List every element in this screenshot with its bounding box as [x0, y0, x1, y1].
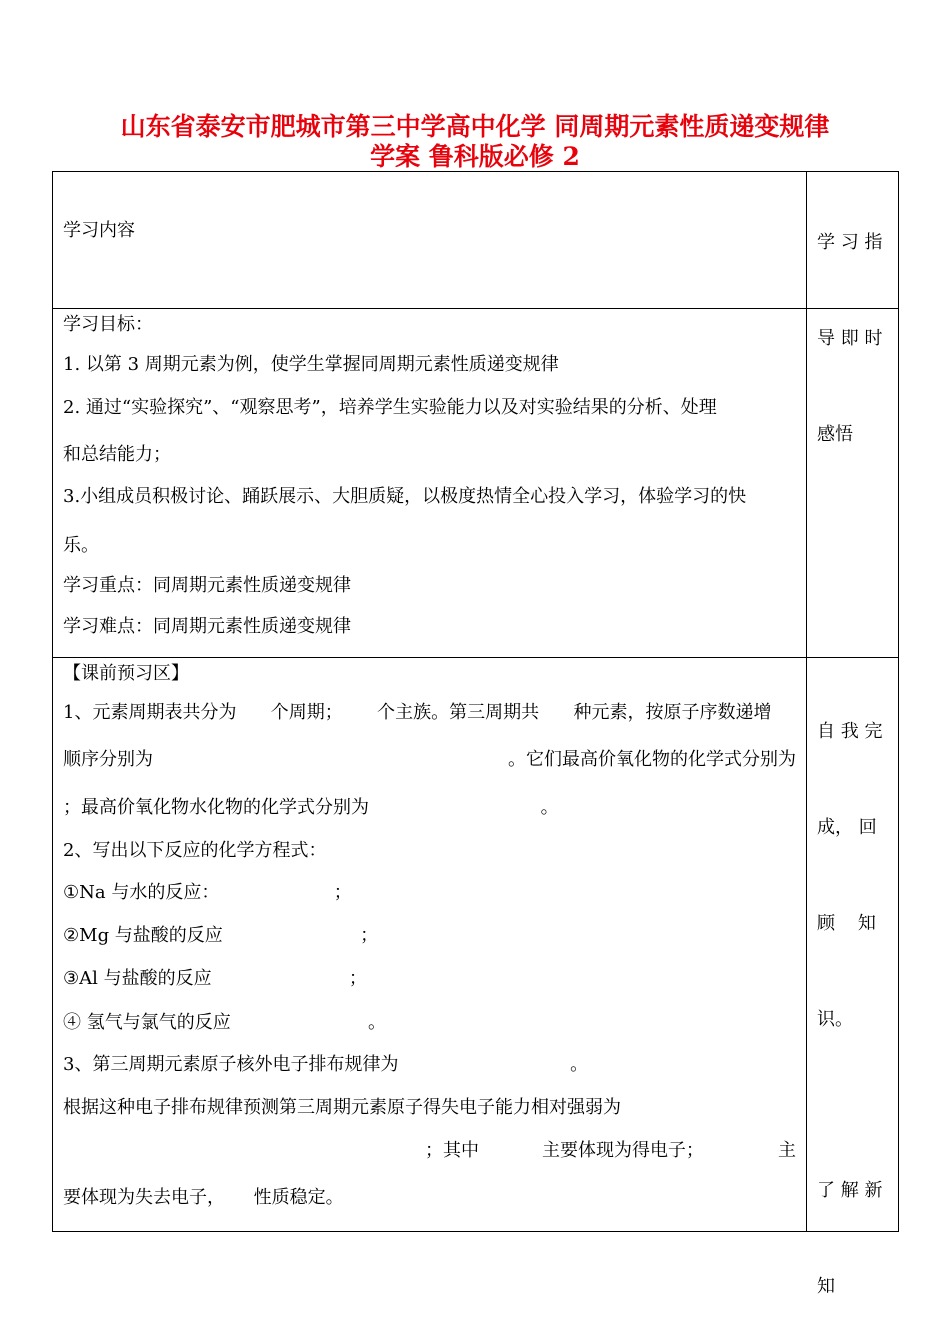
self-review-note [817, 660, 889, 1068]
document-title-line-2: 学案 鲁科版必修 2 [370, 142, 580, 171]
question-1-line-2 [63, 748, 796, 772]
self-review-line-4: 识。 [817, 1009, 853, 1030]
guide-header-line-3: 感悟 [817, 424, 853, 445]
guide-header-line-1: 学 习 指 [817, 232, 883, 253]
self-review-line-2: 成， 回 [817, 817, 877, 838]
question-3-line-2: 根据这种电子排布规律预测第三周期元素原子得失电子能力相对强弱为 [63, 1097, 621, 1118]
difficulty-point: 学习难点：同周期元素性质递变规律 [63, 616, 351, 637]
row-divider-1 [52, 308, 899, 309]
question-3: 3、第三周期元素原子核外电子排布规律为 。 [63, 1054, 589, 1075]
question-3-line-4: 要体现为失去电子， 性质稳定。 [63, 1187, 344, 1208]
question-1-line-2-right: 。它们最高价氧化物的化学式分别为 [508, 749, 796, 770]
question-3-line-3 [425, 1139, 796, 1163]
self-review-line-1: 自 我 完 [817, 721, 883, 742]
document-title-line-1: 山东省泰安市肥城市第三中学高中化学 同周期元素性质递变规律 [120, 112, 830, 141]
goal-item-1: 1. 以第 3 周期元素为例，使学生掌握同周期元素性质递变规律 [63, 354, 559, 375]
new-knowledge-note [817, 1119, 889, 1335]
preview-heading: 【课前预习区】 [63, 663, 189, 684]
guide-column-header [817, 171, 889, 483]
question-3-line-3-left: ；其中 主要体现为得电子； [425, 1140, 704, 1161]
row-divider-2 [52, 657, 899, 658]
self-review-line-3: 顾 知 [817, 913, 876, 934]
new-knowledge-line-2: 知 [817, 1276, 835, 1297]
reaction-1: ①Na 与水的反应： ； [63, 882, 352, 903]
guide-header-line-2: 导 即 时 [817, 328, 883, 349]
new-knowledge-line-1: 了 解 新 [817, 1180, 883, 1201]
goal-item-3-line-1: 3.小组成员积极讨论、踊跃展示、大胆质疑，以极度热情全心投入学习，体验学习的快 [63, 486, 747, 507]
question-3-line-3-right: 主 [778, 1140, 796, 1161]
reaction-3: ③Al 与盐酸的反应 ； [63, 968, 367, 989]
goal-item-2-line-2: 和总结能力； [63, 444, 171, 465]
question-2: 2、写出以下反应的化学方程式： [63, 840, 327, 861]
question-1-line-3: ；最高价氧化物水化物的化学式分别为 。 [63, 797, 559, 818]
reaction-2: ②Mg 与盐酸的反应 ； [63, 925, 379, 946]
reaction-4: ④ 氢气与氯气的反应 。 [63, 1012, 387, 1033]
column-divider [806, 171, 807, 1232]
goal-item-2-line-1: 2. 通过“实验探究”、“观察思考”，培养学生实验能力以及对实验结果的分析、处理 [63, 397, 717, 418]
goals-heading: 学习目标： [63, 314, 153, 335]
key-point: 学习重点：同周期元素性质递变规律 [63, 575, 351, 596]
goal-item-3-line-2: 乐。 [63, 535, 99, 556]
question-1-line-2-left: 顺序分别为 [63, 749, 153, 770]
question-1-line-1: 1、元素周期表共分为 个周期； 个主族。第三周期共 种元素，按原子序数递增 [63, 702, 772, 723]
content-column-header: 学习内容 [63, 220, 135, 241]
